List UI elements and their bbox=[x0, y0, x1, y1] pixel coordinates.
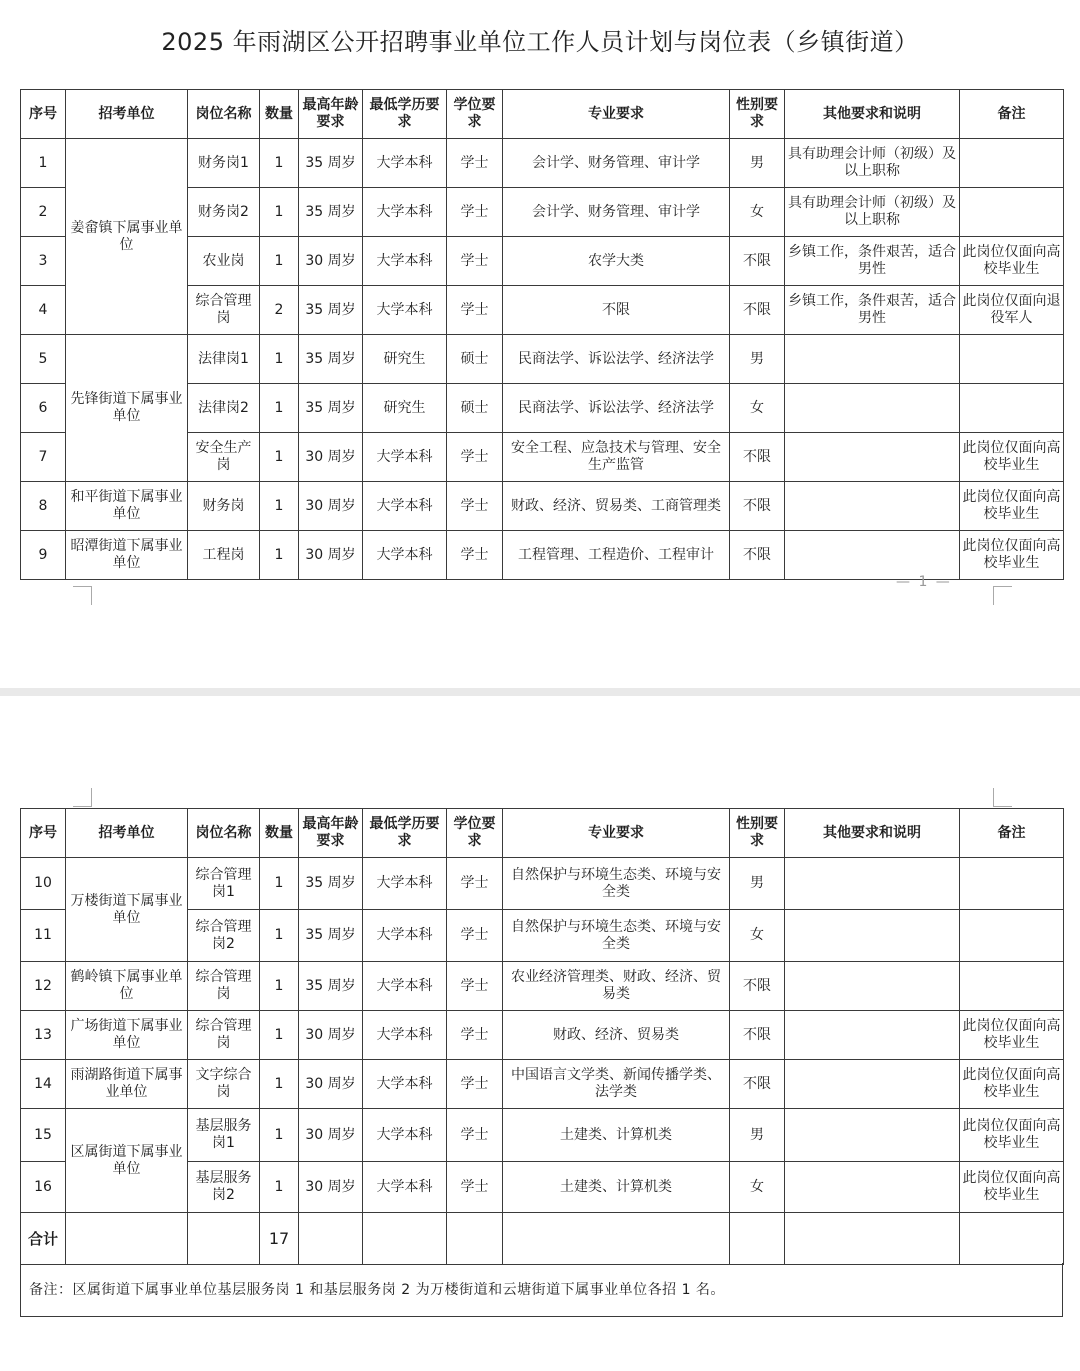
cell-major: 农学大类 bbox=[503, 237, 730, 286]
cell-remark: 此岗位仅面向高校毕业生 bbox=[960, 531, 1064, 580]
cell-gender: 男 bbox=[730, 1109, 785, 1162]
cell-age: 35 周岁 bbox=[299, 962, 363, 1011]
cell-count: 1 bbox=[260, 962, 299, 1011]
table-row bbox=[21, 962, 1064, 1011]
header-major: 专业要求 bbox=[503, 809, 730, 858]
cell-remark: 此岗位仅面向高校毕业生 bbox=[960, 1060, 1064, 1109]
table-row bbox=[21, 139, 1064, 188]
cell-major: 土建类、计算机类 bbox=[503, 1162, 730, 1213]
cell-major: 财政、经济、贸易类、工商管理类 bbox=[503, 482, 730, 531]
empty-cell bbox=[785, 1213, 960, 1265]
cell-degree: 学士 bbox=[447, 482, 503, 531]
cell-count: 1 bbox=[260, 237, 299, 286]
cell-post: 财务岗2 bbox=[188, 188, 260, 237]
table-row bbox=[21, 335, 1064, 384]
cell-count: 1 bbox=[260, 384, 299, 433]
cell-other bbox=[785, 858, 960, 910]
cell-age: 30 周岁 bbox=[299, 237, 363, 286]
cell-major: 会计学、财务管理、审计学 bbox=[503, 139, 730, 188]
cell-remark bbox=[960, 188, 1064, 237]
cell-gender: 女 bbox=[730, 910, 785, 962]
crop-mark bbox=[73, 788, 92, 807]
cell-seq: 7 bbox=[21, 433, 66, 482]
cell-age: 30 周岁 bbox=[299, 1060, 363, 1109]
cell-degree: 学士 bbox=[447, 1060, 503, 1109]
cell-count: 1 bbox=[260, 433, 299, 482]
cell-edu: 大学本科 bbox=[363, 237, 447, 286]
cell-gender: 女 bbox=[730, 188, 785, 237]
cell-count: 1 bbox=[260, 531, 299, 580]
cell-edu: 研究生 bbox=[363, 335, 447, 384]
cell-degree: 学士 bbox=[447, 237, 503, 286]
cell-major: 民商法学、诉讼法学、经济法学 bbox=[503, 384, 730, 433]
cell-post: 农业岗 bbox=[188, 237, 260, 286]
cell-other: 乡镇工作，条件艰苦，适合男性 bbox=[785, 286, 960, 335]
cell-age: 35 周岁 bbox=[299, 188, 363, 237]
cell-age: 30 周岁 bbox=[299, 1011, 363, 1060]
total-row bbox=[21, 1213, 1064, 1265]
cell-other: 具有助理会计师（初级）及以上职称 bbox=[785, 188, 960, 237]
cell-degree: 学士 bbox=[447, 531, 503, 580]
empty-cell bbox=[960, 1213, 1064, 1265]
cell-other: 具有助理会计师（初级）及以上职称 bbox=[785, 139, 960, 188]
document-title: 2025 年雨湖区公开招聘事业单位工作人员计划与岗位表（乡镇街道） bbox=[161, 28, 919, 56]
cell-post: 财务岗1 bbox=[188, 139, 260, 188]
header-edu: 最低学历要求 bbox=[363, 809, 447, 858]
cell-count: 1 bbox=[260, 335, 299, 384]
header-age: 最高年龄要求 bbox=[299, 809, 363, 858]
cell-post: 基层服务岗2 bbox=[188, 1162, 260, 1213]
cell-seq: 14 bbox=[21, 1060, 66, 1109]
cell-seq: 10 bbox=[21, 858, 66, 910]
position-table-page-2 bbox=[20, 808, 1064, 1265]
cell-gender: 不限 bbox=[730, 237, 785, 286]
crop-mark bbox=[993, 586, 1012, 605]
cell-remark bbox=[960, 384, 1064, 433]
cell-other bbox=[785, 1162, 960, 1213]
cell-post: 法律岗2 bbox=[188, 384, 260, 433]
cell-edu: 大学本科 bbox=[363, 858, 447, 910]
cell-gender: 不限 bbox=[730, 433, 785, 482]
header-remark: 备注 bbox=[960, 809, 1064, 858]
cell-remark bbox=[960, 858, 1064, 910]
cell-major: 农业经济管理类、财政、经济、贸易类 bbox=[503, 962, 730, 1011]
empty-cell bbox=[447, 1213, 503, 1265]
cell-other bbox=[785, 482, 960, 531]
cell-gender: 女 bbox=[730, 384, 785, 433]
position-table-page-1 bbox=[20, 89, 1064, 580]
cell-remark bbox=[960, 139, 1064, 188]
cell-degree: 硕士 bbox=[447, 384, 503, 433]
cell-unit: 和平街道下属事业单位 bbox=[66, 482, 188, 531]
cell-other bbox=[785, 910, 960, 962]
cell-seq: 6 bbox=[21, 384, 66, 433]
empty-cell bbox=[188, 1213, 260, 1265]
header-seq: 序号 bbox=[21, 809, 66, 858]
cell-other bbox=[785, 962, 960, 1011]
header-degree: 学位要求 bbox=[447, 809, 503, 858]
cell-count: 1 bbox=[260, 1109, 299, 1162]
cell-age: 30 周岁 bbox=[299, 1162, 363, 1213]
cell-degree: 学士 bbox=[447, 1109, 503, 1162]
empty-cell bbox=[66, 1213, 188, 1265]
cell-edu: 大学本科 bbox=[363, 139, 447, 188]
cell-degree: 学士 bbox=[447, 1011, 503, 1060]
cell-count: 1 bbox=[260, 1011, 299, 1060]
cell-post: 综合管理岗 bbox=[188, 286, 260, 335]
cell-degree: 学士 bbox=[447, 286, 503, 335]
header-degree: 学位要求 bbox=[447, 90, 503, 139]
cell-age: 35 周岁 bbox=[299, 139, 363, 188]
cell-edu: 大学本科 bbox=[363, 188, 447, 237]
cell-post: 综合管理岗1 bbox=[188, 858, 260, 910]
cell-major: 土建类、计算机类 bbox=[503, 1109, 730, 1162]
cell-degree: 学士 bbox=[447, 858, 503, 910]
cell-post: 综合管理岗 bbox=[188, 962, 260, 1011]
cell-count: 1 bbox=[260, 188, 299, 237]
cell-edu: 大学本科 bbox=[363, 1109, 447, 1162]
cell-age: 35 周岁 bbox=[299, 335, 363, 384]
cell-other bbox=[785, 1011, 960, 1060]
cell-seq: 1 bbox=[21, 139, 66, 188]
header-unit: 招考单位 bbox=[66, 809, 188, 858]
cell-gender: 不限 bbox=[730, 286, 785, 335]
cell-seq: 13 bbox=[21, 1011, 66, 1060]
cell-age: 35 周岁 bbox=[299, 384, 363, 433]
cell-seq: 11 bbox=[21, 910, 66, 962]
cell-edu: 大学本科 bbox=[363, 433, 447, 482]
empty-cell bbox=[363, 1213, 447, 1265]
empty-cell bbox=[503, 1213, 730, 1265]
header-seq: 序号 bbox=[21, 90, 66, 139]
cell-count: 1 bbox=[260, 139, 299, 188]
cell-gender: 男 bbox=[730, 335, 785, 384]
cell-age: 35 周岁 bbox=[299, 910, 363, 962]
cell-edu: 大学本科 bbox=[363, 910, 447, 962]
cell-count: 1 bbox=[260, 910, 299, 962]
page-separator bbox=[0, 688, 1080, 696]
crop-mark bbox=[993, 788, 1012, 807]
cell-gender: 女 bbox=[730, 1162, 785, 1213]
cell-seq: 9 bbox=[21, 531, 66, 580]
table-row bbox=[21, 1109, 1064, 1162]
total-count: 17 bbox=[260, 1213, 299, 1265]
cell-gender: 男 bbox=[730, 858, 785, 910]
cell-degree: 学士 bbox=[447, 910, 503, 962]
cell-unit: 先锋街道下属事业单位 bbox=[66, 335, 188, 482]
cell-edu: 大学本科 bbox=[363, 1060, 447, 1109]
cell-major: 民商法学、诉讼法学、经济法学 bbox=[503, 335, 730, 384]
crop-mark bbox=[73, 586, 92, 605]
cell-degree: 硕士 bbox=[447, 335, 503, 384]
cell-edu: 大学本科 bbox=[363, 1162, 447, 1213]
cell-unit: 姜畲镇下属事业单位 bbox=[66, 139, 188, 335]
cell-gender: 不限 bbox=[730, 531, 785, 580]
cell-edu: 大学本科 bbox=[363, 482, 447, 531]
header-post: 岗位名称 bbox=[188, 90, 260, 139]
cell-seq: 15 bbox=[21, 1109, 66, 1162]
cell-remark: 此岗位仅面向高校毕业生 bbox=[960, 482, 1064, 531]
cell-count: 1 bbox=[260, 858, 299, 910]
cell-post: 财务岗 bbox=[188, 482, 260, 531]
cell-count: 2 bbox=[260, 286, 299, 335]
table-row bbox=[21, 1011, 1064, 1060]
cell-edu: 大学本科 bbox=[363, 531, 447, 580]
cell-edu: 大学本科 bbox=[363, 286, 447, 335]
cell-gender: 不限 bbox=[730, 962, 785, 1011]
header-post: 岗位名称 bbox=[188, 809, 260, 858]
cell-remark: 此岗位仅面向高校毕业生 bbox=[960, 433, 1064, 482]
table-row bbox=[21, 482, 1064, 531]
cell-other: 乡镇工作，条件艰苦，适合男性 bbox=[785, 237, 960, 286]
cell-unit: 鹤岭镇下属事业单位 bbox=[66, 962, 188, 1011]
table-row bbox=[21, 531, 1064, 580]
cell-other bbox=[785, 335, 960, 384]
cell-age: 30 周岁 bbox=[299, 531, 363, 580]
cell-age: 30 周岁 bbox=[299, 433, 363, 482]
cell-remark bbox=[960, 335, 1064, 384]
header-other: 其他要求和说明 bbox=[785, 90, 960, 139]
cell-gender: 不限 bbox=[730, 1011, 785, 1060]
cell-unit: 广场街道下属事业单位 bbox=[66, 1011, 188, 1060]
cell-degree: 学士 bbox=[447, 188, 503, 237]
cell-major: 财政、经济、贸易类 bbox=[503, 1011, 730, 1060]
cell-unit: 昭潭街道下属事业单位 bbox=[66, 531, 188, 580]
header-major: 专业要求 bbox=[503, 90, 730, 139]
header-edu: 最低学历要求 bbox=[363, 90, 447, 139]
header-other: 其他要求和说明 bbox=[785, 809, 960, 858]
cell-edu: 研究生 bbox=[363, 384, 447, 433]
table-header-row bbox=[21, 809, 1064, 858]
empty-cell bbox=[299, 1213, 363, 1265]
cell-other bbox=[785, 384, 960, 433]
cell-seq: 12 bbox=[21, 962, 66, 1011]
cell-remark: 此岗位仅面向高校毕业生 bbox=[960, 237, 1064, 286]
cell-post: 文字综合岗 bbox=[188, 1060, 260, 1109]
header-unit: 招考单位 bbox=[66, 90, 188, 139]
cell-post: 工程岗 bbox=[188, 531, 260, 580]
cell-other bbox=[785, 433, 960, 482]
header-age: 最高年龄要求 bbox=[299, 90, 363, 139]
cell-major: 中国语言文学类、新闻传播学类、法学类 bbox=[503, 1060, 730, 1109]
cell-other bbox=[785, 1060, 960, 1109]
table-row bbox=[21, 858, 1064, 910]
cell-count: 1 bbox=[260, 1060, 299, 1109]
cell-edu: 大学本科 bbox=[363, 1011, 447, 1060]
table-row bbox=[21, 1060, 1064, 1109]
header-remark: 备注 bbox=[960, 90, 1064, 139]
cell-remark: 此岗位仅面向退役军人 bbox=[960, 286, 1064, 335]
cell-remark: 此岗位仅面向高校毕业生 bbox=[960, 1109, 1064, 1162]
cell-gender: 不限 bbox=[730, 1060, 785, 1109]
header-count: 数量 bbox=[260, 90, 299, 139]
cell-edu: 大学本科 bbox=[363, 962, 447, 1011]
cell-post: 综合管理岗2 bbox=[188, 910, 260, 962]
cell-degree: 学士 bbox=[447, 433, 503, 482]
cell-seq: 8 bbox=[21, 482, 66, 531]
cell-seq: 2 bbox=[21, 188, 66, 237]
cell-count: 1 bbox=[260, 482, 299, 531]
cell-post: 综合管理岗 bbox=[188, 1011, 260, 1060]
cell-major: 自然保护与环境生态类、环境与安全类 bbox=[503, 910, 730, 962]
cell-degree: 学士 bbox=[447, 1162, 503, 1213]
cell-degree: 学士 bbox=[447, 962, 503, 1011]
cell-seq: 5 bbox=[21, 335, 66, 384]
footnote: 备注：区属街道下属事业单位基层服务岗 1 和基层服务岗 2 为万楼街道和云塘街道下属事业单位各招 1 名。 bbox=[20, 1263, 1063, 1317]
cell-major: 不限 bbox=[503, 286, 730, 335]
total-label: 合计 bbox=[21, 1213, 66, 1265]
cell-degree: 学士 bbox=[447, 139, 503, 188]
cell-other bbox=[785, 531, 960, 580]
cell-remark: 此岗位仅面向高校毕业生 bbox=[960, 1162, 1064, 1213]
cell-other bbox=[785, 1109, 960, 1162]
cell-post: 法律岗1 bbox=[188, 335, 260, 384]
header-gender: 性别要求 bbox=[730, 90, 785, 139]
cell-unit: 雨湖路街道下属事业单位 bbox=[66, 1060, 188, 1109]
cell-major: 会计学、财务管理、审计学 bbox=[503, 188, 730, 237]
header-gender: 性别要求 bbox=[730, 809, 785, 858]
cell-unit: 区属街道下属事业单位 bbox=[66, 1109, 188, 1213]
cell-seq: 16 bbox=[21, 1162, 66, 1213]
cell-gender: 男 bbox=[730, 139, 785, 188]
cell-age: 30 周岁 bbox=[299, 482, 363, 531]
cell-seq: 3 bbox=[21, 237, 66, 286]
cell-age: 35 周岁 bbox=[299, 858, 363, 910]
cell-count: 1 bbox=[260, 1162, 299, 1213]
cell-remark bbox=[960, 910, 1064, 962]
cell-gender: 不限 bbox=[730, 482, 785, 531]
cell-post: 安全生产岗 bbox=[188, 433, 260, 482]
table-header-row bbox=[21, 90, 1064, 139]
cell-remark: 此岗位仅面向高校毕业生 bbox=[960, 1011, 1064, 1060]
cell-post: 基层服务岗1 bbox=[188, 1109, 260, 1162]
cell-unit: 万楼街道下属事业单位 bbox=[66, 858, 188, 962]
cell-age: 35 周岁 bbox=[299, 286, 363, 335]
cell-major: 工程管理、工程造价、工程审计 bbox=[503, 531, 730, 580]
cell-age: 30 周岁 bbox=[299, 1109, 363, 1162]
cell-major: 自然保护与环境生态类、环境与安全类 bbox=[503, 858, 730, 910]
cell-major: 安全工程、应急技术与管理、安全生产监管 bbox=[503, 433, 730, 482]
empty-cell bbox=[730, 1213, 785, 1265]
header-count: 数量 bbox=[260, 809, 299, 858]
cell-remark bbox=[960, 962, 1064, 1011]
page-number: — 1 — bbox=[896, 574, 952, 590]
cell-seq: 4 bbox=[21, 286, 66, 335]
